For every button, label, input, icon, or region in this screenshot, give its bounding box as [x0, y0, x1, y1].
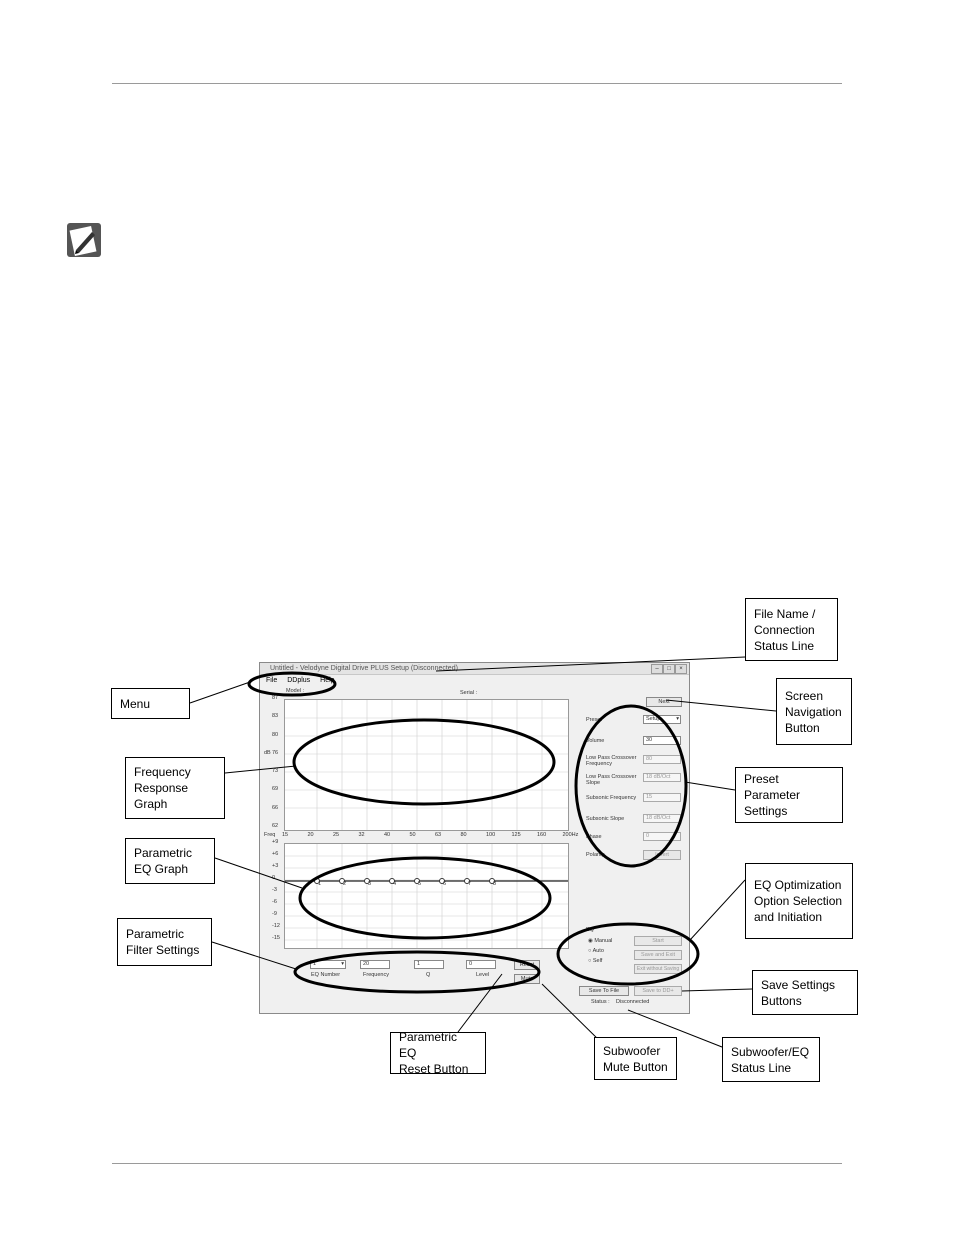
callout-eq-reset	[390, 1032, 486, 1074]
freq-x-tick: 50	[409, 832, 416, 838]
eq-marker-label: 4	[393, 881, 397, 887]
phase-value: 0	[646, 833, 650, 839]
eq-start-button[interactable]: Start	[634, 936, 682, 946]
eq-marker-label: 5	[418, 881, 422, 887]
lowpass-slope-label: Low Pass Crossover Slope	[586, 774, 637, 786]
callout-line: Save Settings	[761, 977, 836, 992]
eq-marker-label: 3	[368, 881, 372, 887]
eq-y-tick: -15	[272, 935, 280, 941]
freq-x-tick: 125	[511, 832, 521, 838]
callout-parametric-eq-graph	[125, 838, 215, 884]
save-to-file-button[interactable]: Save To File	[579, 986, 629, 996]
radio-icon: ○	[588, 958, 592, 964]
callout-line: Preset Parameter	[744, 772, 801, 802]
lowpass-slope-value: 18 dB/Oct	[646, 774, 671, 780]
level-label: Level	[476, 972, 490, 978]
reset-button[interactable]: Reset	[514, 960, 540, 970]
mute-button[interactable]: Mute	[514, 974, 540, 984]
freq-x-tick: 20	[307, 832, 314, 838]
freq-graph-ellipse	[294, 720, 554, 804]
eq-y-tick: +6	[272, 851, 279, 857]
callout-line: Settings	[744, 804, 788, 818]
eq-optimization-ellipse	[558, 924, 698, 984]
lowpass-frequency-value: 80	[646, 756, 653, 762]
callout-line: Frequency	[134, 765, 191, 779]
freq-axis-label: Freq	[264, 832, 276, 838]
callout-line: Menu	[120, 696, 151, 711]
eq-y-tick: -9	[272, 911, 277, 917]
callout-line: Button	[785, 720, 820, 735]
freq-y-tick: 66	[272, 804, 279, 811]
eq-marker-label: 6	[443, 881, 447, 887]
eq-number-label: EQ Number	[311, 972, 341, 978]
callout-line: Mute Button	[603, 1059, 668, 1074]
callout-line: Response	[134, 781, 189, 795]
freq-x-tick: 63	[435, 832, 442, 838]
freq-x-tick: 80	[460, 832, 467, 838]
freq-y-tick: 69	[272, 786, 279, 793]
freq-x-tick: 25	[333, 832, 340, 838]
freq-y-tick: 76	[272, 749, 279, 756]
callout-line: Parametric	[126, 927, 185, 941]
callout-line: Subwoofer	[603, 1043, 661, 1058]
callout-line: Parametric	[134, 846, 193, 860]
menu-file[interactable]: File	[266, 677, 278, 684]
q-label: Q	[426, 972, 431, 978]
callout-line: File Name /	[754, 606, 816, 621]
close-icon[interactable]: ×	[675, 664, 687, 674]
eq-marker-label: 2	[343, 881, 347, 887]
callout-eq-optimization	[745, 863, 853, 939]
callout-line: Buttons	[761, 993, 802, 1008]
freq-y-tick: 73	[272, 768, 279, 775]
preset-label: Preset	[586, 717, 602, 723]
eq-save-exit-button[interactable]: Save and Exit	[634, 950, 682, 960]
menu-ellipse	[249, 673, 335, 695]
callout-line: Subwoofer/EQ	[731, 1044, 810, 1059]
freq-x-tick: 40	[384, 832, 391, 838]
callout-line: Reset Button	[399, 1062, 469, 1076]
phase-label: Phase	[586, 834, 602, 840]
eq-y-tick: +9	[272, 839, 279, 845]
freq-x-tick: 15	[282, 832, 289, 838]
subsonic-slope-label: Subsonic Slope	[586, 816, 625, 822]
freq-y-tick: 83	[272, 713, 279, 720]
callout-status-line	[722, 1037, 820, 1082]
callout-line: and Initiation	[754, 910, 823, 924]
preset-ellipse	[576, 706, 686, 866]
freq-x-tick: 100	[486, 832, 496, 838]
eq-y-tick: 0	[272, 875, 276, 881]
menu-help[interactable]: Help	[320, 677, 335, 684]
eq-y-tick: +3	[272, 863, 279, 869]
callout-preset-parameters	[735, 767, 843, 823]
db-axis-label: dB	[264, 750, 271, 756]
callout-line: Graph	[134, 797, 168, 811]
eq-y-tick: -6	[272, 899, 277, 905]
maximize-icon[interactable]: □	[663, 664, 675, 674]
window-title: Untitled - Velodyne Digital Drive PLUS Setup (Disconnected)	[270, 665, 458, 672]
freq-x-tick: 32	[358, 832, 365, 838]
callout-line: Parametric EQ	[399, 1030, 458, 1060]
q-value: 1	[417, 961, 421, 967]
callout-filter-settings	[117, 918, 212, 966]
status-value: Disconnected	[616, 999, 650, 1005]
subsonic-slope-value: 18 dB/Oct	[646, 815, 671, 821]
filter-settings-ellipse	[295, 952, 539, 992]
chevron-down-icon: ▾	[341, 961, 344, 967]
level-value: 0	[469, 961, 473, 967]
callout-frequency-response	[125, 757, 225, 819]
subsonic-frequency-label: Subsonic Frequency	[586, 795, 637, 801]
polarity-label: Polarity	[586, 852, 605, 858]
frequency-value: 20	[363, 961, 370, 967]
callout-screen-navigation	[776, 678, 852, 745]
frequency-label: Frequency	[363, 972, 389, 978]
eq-manual-label: Manual	[594, 938, 613, 944]
lowpass-frequency-label: Low Pass Crossover Frequency	[586, 755, 637, 767]
next-button[interactable]: Next	[646, 697, 682, 707]
radio-selected-icon: ◉	[588, 938, 593, 944]
callout-mute	[594, 1037, 677, 1080]
menu-ddplus[interactable]: DDplus	[287, 677, 311, 684]
polarity-invert-button[interactable]: Invert	[643, 850, 681, 860]
eq-auto-label: Auto	[592, 948, 604, 954]
freq-x-tick: 200Hz	[562, 832, 579, 838]
freq-x-tick: 160	[537, 832, 547, 838]
callout-menu	[111, 688, 190, 719]
serial-label: Serial :	[460, 690, 478, 696]
eq-number-value: 1	[313, 961, 317, 967]
freq-y-tick: 87	[272, 695, 279, 701]
save-to-ddplus-button[interactable]: Save to DD+	[634, 986, 682, 996]
callout-line: Status Line	[731, 1060, 792, 1075]
model-label: Model :	[286, 688, 305, 694]
preset-value: Setup	[646, 716, 661, 722]
callout-line: Screen	[785, 688, 824, 703]
volume-value: 30	[646, 737, 653, 743]
eq-y-tick: -12	[272, 923, 280, 929]
callout-line: Status Line	[754, 638, 815, 653]
eq-y-tick: -3	[272, 887, 277, 893]
callout-line: Navigation	[785, 704, 842, 719]
radio-icon: ○	[588, 948, 592, 954]
eq-marker-label: 7	[468, 881, 472, 887]
callout-line: Connection	[754, 622, 815, 637]
eq-group-label: EQ	[586, 927, 594, 933]
eq-graph-ellipse	[300, 858, 550, 938]
volume-label: Volume	[586, 738, 605, 744]
subsonic-frequency-value: 15	[646, 794, 653, 800]
eq-exit-without-saving-button[interactable]: Exit without Saving	[634, 964, 682, 974]
callout-save-settings	[752, 970, 858, 1015]
callout-line: EQ Graph	[134, 862, 189, 876]
eq-marker-label: 1	[318, 881, 322, 887]
freq-y-tick: 62	[272, 823, 279, 829]
callout-line: Filter Settings	[126, 943, 200, 957]
eq-marker-label: 8	[493, 881, 497, 887]
freq-y-tick: 80	[272, 731, 279, 738]
callout-line: EQ Optimization	[754, 878, 842, 892]
eq-self-label: Self	[592, 958, 603, 964]
callout-file-name	[745, 598, 838, 661]
status-label: Status :	[591, 999, 610, 1005]
chevron-down-icon: ▾	[676, 716, 679, 722]
callout-line: Option Selection	[754, 894, 843, 908]
minimize-icon[interactable]: –	[651, 664, 663, 674]
